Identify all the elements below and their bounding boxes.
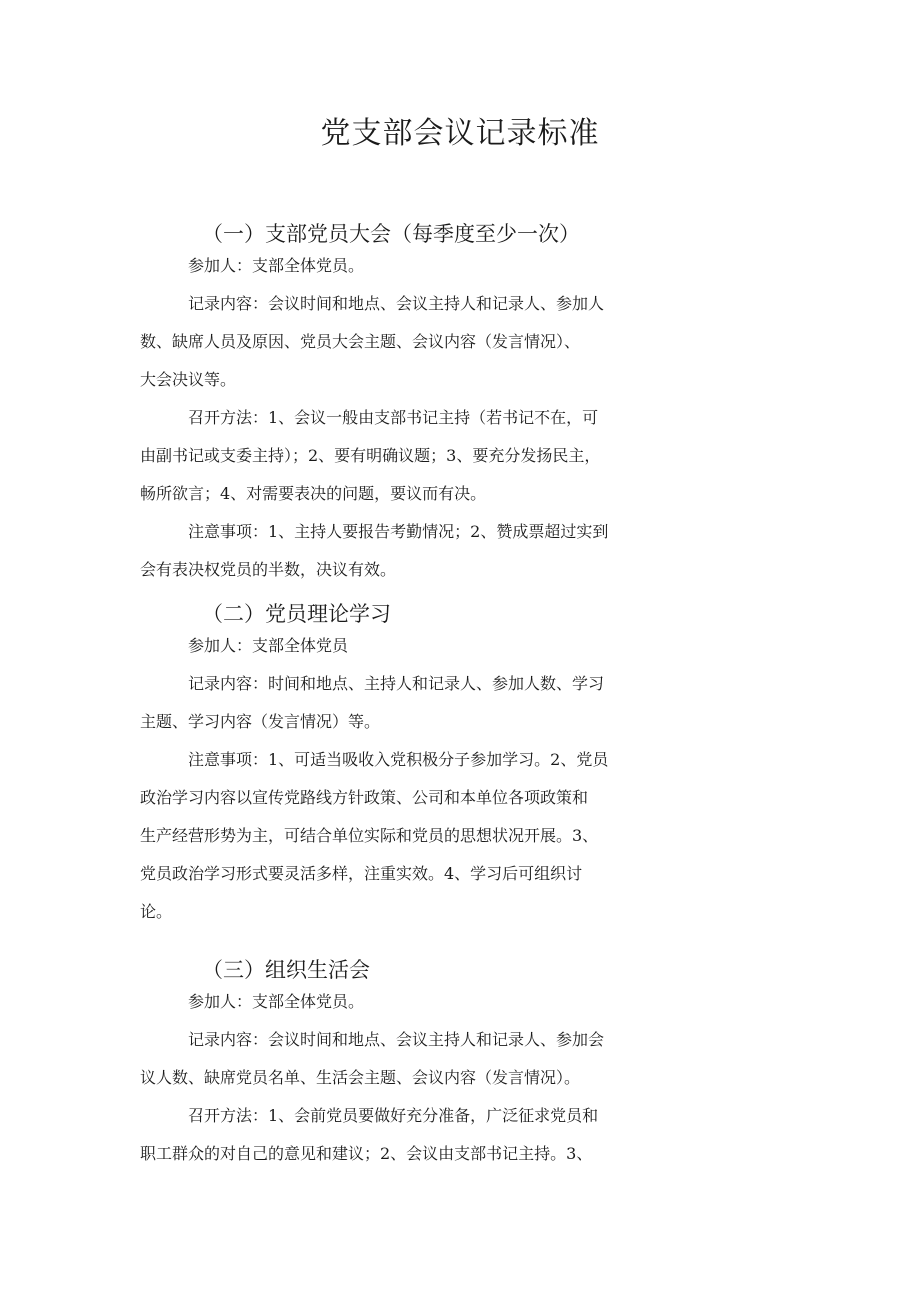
paragraph-line: 记录内容：会议时间和地点、会议主持人和记录人、参加人	[188, 294, 605, 313]
section-heading: （一）支部党员大会（每季度至少一次）	[202, 222, 580, 246]
paragraph-line: 生产经营形势为主，可结合单位实际和党员的思想状况开展。3、	[140, 826, 599, 845]
paragraph-line: 数、缺席人员及原因、党员大会主题、会议内容（发言情况）、	[140, 332, 581, 351]
paragraph-line: 主题、学习内容（发言情况）等。	[140, 712, 381, 731]
paragraph-line: 参加人：支部全体党员	[188, 636, 349, 655]
section-general-meeting	[140, 215, 788, 595]
section-spacer	[140, 937, 788, 951]
paragraph-line: 召开方法：1、会议一般由支部书记主持（若书记不在，可	[188, 408, 599, 427]
section-heading: （二）党员理论学习	[202, 602, 391, 626]
section-heading: （三）组织生活会	[202, 958, 370, 982]
paragraph-line: 记录内容：会议时间和地点、会议主持人和记录人、参加会	[188, 1030, 605, 1049]
paragraph-line: 畅所欲言；4、对需要表决的问题，要议而有决。	[140, 484, 487, 503]
paragraph-line: 注意事项：1、主持人要报告考勤情况；2、赞成票超过实到	[188, 522, 609, 541]
paragraph-line: 召开方法：1、会前党员要做好充分准备，广泛征求党员和	[188, 1106, 599, 1125]
paragraph-line: 会有表决权党员的半数，决议有效。	[140, 560, 397, 579]
paragraph-line: 职工群众的对自己的意见和建议；2、会议由支部书记主持。3、	[140, 1144, 593, 1163]
paragraph-line: 记录内容：时间和地点、主持人和记录人、参加人数、学习	[188, 674, 605, 693]
document-title: 党支部会议记录标准	[320, 116, 600, 151]
paragraph-line: 议人数、缺席党员名单、生活会主题、会议内容（发言情况）。	[140, 1068, 581, 1087]
paragraph-line: 注意事项：1、可适当吸收入党积极分子参加学习。2、党员	[188, 750, 609, 769]
section-life-meeting	[140, 951, 788, 1179]
paragraph-line: 政治学习内容以宣传党路线方针政策、公司和本单位各项政策和	[140, 788, 589, 807]
paragraph-line: 论。	[140, 902, 173, 921]
paragraph-line: 参加人：支部全体党员。	[188, 256, 365, 275]
document-body	[140, 215, 788, 1179]
section-theory-study	[140, 595, 788, 937]
paragraph-line: 党员政治学习形式要灵活多样，注重实效。4、学习后可组织讨	[140, 864, 583, 883]
paragraph-line: 参加人：支部全体党员。	[188, 992, 365, 1011]
paragraph-line: 由副书记或支委主持）；2、要有明确议题；3、要充分发扬民主，	[140, 446, 601, 465]
paragraph-line: 大会决议等。	[140, 370, 237, 389]
